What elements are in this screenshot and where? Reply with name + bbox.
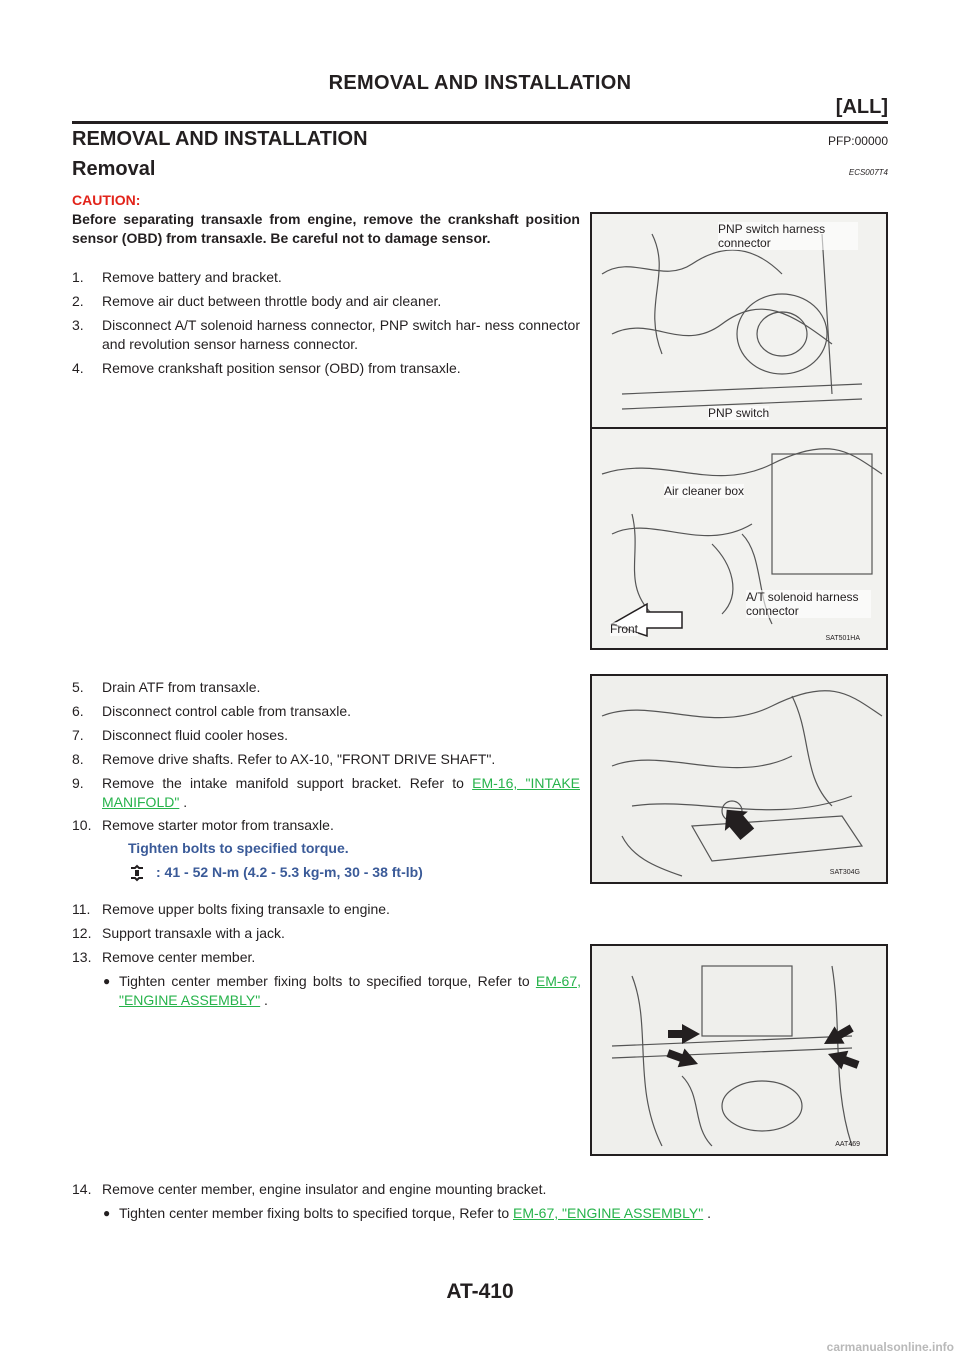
callout-air-cleaner: Air cleaner box <box>664 484 745 498</box>
step-text <box>102 774 580 812</box>
subsection-code: ECS007T4 <box>848 168 888 177</box>
figure-illustration <box>592 946 886 1154</box>
step-number: 10. <box>72 817 92 833</box>
step-text: Remove center member, engine insulator and engine mounting bracket. <box>102 1181 547 1197</box>
bullet-dot-icon: ● <box>103 974 111 988</box>
step-number: 11. <box>72 901 91 917</box>
step-number: 13. <box>72 949 92 965</box>
step-text: Disconnect control cable from transaxle. <box>102 703 351 719</box>
figure-center-member <box>590 944 888 1156</box>
part-code: PFP:00000 <box>827 134 888 148</box>
figure-code: SAT501HA <box>825 635 860 642</box>
caution-label: CAUTION: <box>72 192 141 208</box>
callout-pnp-switch: PNP switch <box>708 406 770 420</box>
step-number: 9. <box>72 775 84 791</box>
step-text: Disconnect A/T solenoid harness connector, PNP switch har- ness connector and revolution sensor harness connector. <box>102 317 580 352</box>
figure-illustration <box>592 214 886 648</box>
step-9-text: Remove the intake manifold support bracket. Refer to <box>102 775 464 791</box>
step-text: Remove drive shafts. Refer to AX-10, "FRONT DRIVE SHAFT". <box>102 751 496 767</box>
callout-front: Front <box>610 622 639 636</box>
step-number: 1. <box>72 269 84 285</box>
step-number: 12. <box>72 925 92 941</box>
caution-text: Before separating transaxle from engine, remove the crankshaft position sensor (OBD) from transaxle. Be careful not to damage sensor. <box>72 211 580 246</box>
figure-code: SAT304G <box>829 869 860 876</box>
bullet-text <box>119 1204 883 1223</box>
step-9-tail: . <box>179 794 188 810</box>
step-text: Remove center member. <box>102 949 256 965</box>
step-text: Remove air duct between throttle body and air cleaner. <box>102 293 442 309</box>
step-number: 4. <box>72 360 84 376</box>
step-text: Remove upper bolts fixing transaxle to engine. <box>102 901 390 917</box>
step-number: 8. <box>72 751 84 767</box>
step-number: 6. <box>72 703 84 719</box>
bullet-dot-icon: ● <box>103 1206 111 1220</box>
step-number: 5. <box>72 679 84 695</box>
step-number: 2. <box>72 293 84 309</box>
figure-starter-motor <box>590 674 888 884</box>
figure-pnp-switch-air-cleaner <box>590 212 888 650</box>
torque-heading: Tighten bolts to specified torque. <box>128 840 349 856</box>
scope-label: [ALL] <box>835 96 888 118</box>
link-em-67-engine-assembly[interactable]: EM-67, "ENGINE ASSEMBLY" <box>119 973 582 1008</box>
bullet-14-tail: . <box>703 1205 711 1221</box>
step-number: 14. <box>72 1181 92 1197</box>
section-title: REMOVAL AND INSTALLATION <box>72 128 368 150</box>
bullet-text <box>119 972 581 1010</box>
subsection-title: Removal <box>72 158 156 180</box>
callout-at-solenoid: A/T solenoid harness connector <box>746 590 871 618</box>
step-text: Remove battery and bracket. <box>102 269 282 285</box>
step-text: Drain ATF from transaxle. <box>102 679 261 695</box>
page-title: REMOVAL AND INSTALLATION <box>328 72 632 94</box>
step-text: Disconnect fluid cooler hoses. <box>102 727 288 743</box>
bullet-14-text: Tighten center member fixing bolts to specified torque, Refer to <box>119 1205 510 1221</box>
figure-code: AAT469 <box>835 1141 860 1148</box>
step-text: Remove crankshaft position sensor (OBD) from transaxle. <box>102 360 461 376</box>
header-rule <box>72 121 888 124</box>
bullet-13-tail: . <box>260 992 268 1008</box>
figure-illustration <box>592 676 886 882</box>
step-text: Remove starter motor from transaxle. <box>102 817 334 833</box>
step-text: Support transaxle with a jack. <box>102 925 285 941</box>
link-em-67-engine-assembly[interactable]: EM-67, "ENGINE ASSEMBLY" <box>513 1205 704 1221</box>
link-em-16-intake-manifold[interactable]: EM-16, "INTAKE MANIFOLD" <box>102 775 580 810</box>
callout-pnp-connector: PNP switch harness connector <box>718 222 858 250</box>
step-number: 3. <box>72 317 84 333</box>
page-number: AT-410 <box>446 1280 514 1303</box>
watermark: carmanualsonline.info <box>826 1340 954 1354</box>
bullet-13-text: Tighten center member fixing bolts to specified torque, Refer to <box>119 973 530 989</box>
step-number: 7. <box>72 727 84 743</box>
torque-wrench-icon <box>128 864 146 882</box>
torque-value: : 41 - 52 N-m (4.2 - 5.3 kg-m, 30 - 38 ft-lb) <box>156 864 423 880</box>
